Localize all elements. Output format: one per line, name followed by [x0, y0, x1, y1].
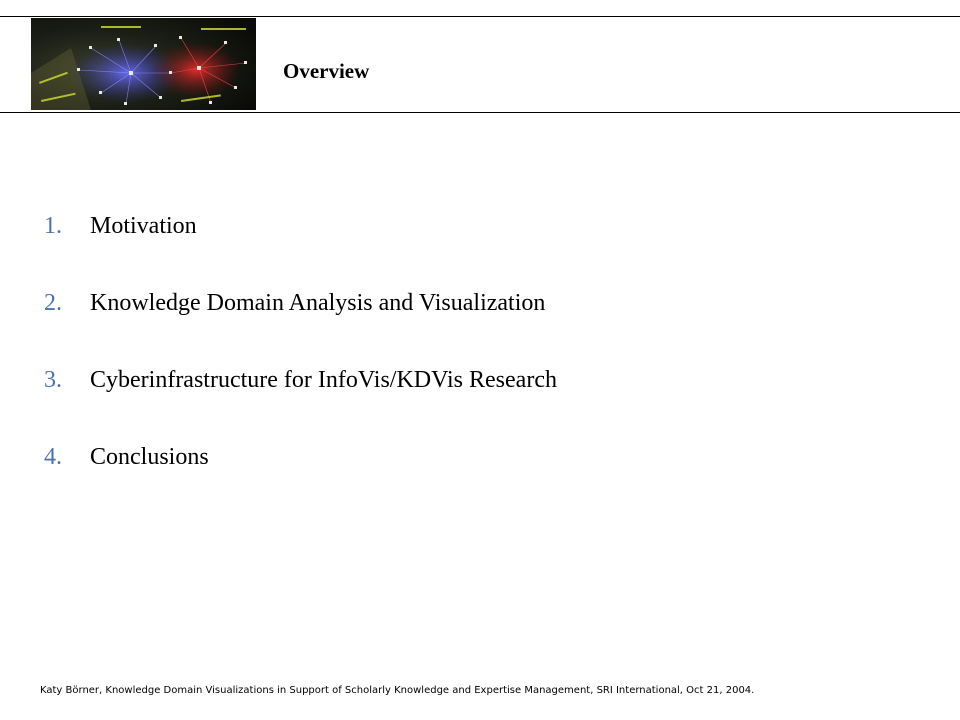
slide-header [0, 0, 960, 114]
header-bottom-rule [0, 112, 960, 113]
agenda-item-number: 4. [44, 444, 62, 470]
agenda-item-label: Motivation [90, 213, 197, 239]
slide-title: Overview [283, 59, 370, 83]
network-visualization-image [31, 18, 256, 110]
agenda-item-motivation [44, 211, 557, 288]
agenda-item-number: 2. [44, 290, 62, 316]
agenda-item-conclusions [44, 442, 557, 519]
agenda-item-label: Conclusions [90, 444, 209, 470]
agenda-item-label: Cyberinfrastructure for InfoVis/KDVis Research [90, 367, 557, 393]
agenda-item-number: 1. [44, 213, 62, 239]
agenda-list [44, 211, 557, 519]
agenda-item-number: 3. [44, 367, 62, 393]
footer-citation: Katy Börner, Knowledge Domain Visualizations in Support of Scholarly Knowledge and Expertise Management, SRI International, Oct 21, 2004. [40, 685, 755, 696]
agenda-item-cyberinfrastructure [44, 365, 557, 442]
agenda-item-kdvis [44, 288, 557, 365]
agenda-item-label: Knowledge Domain Analysis and Visualization [90, 290, 546, 316]
header-top-rule [0, 16, 960, 17]
